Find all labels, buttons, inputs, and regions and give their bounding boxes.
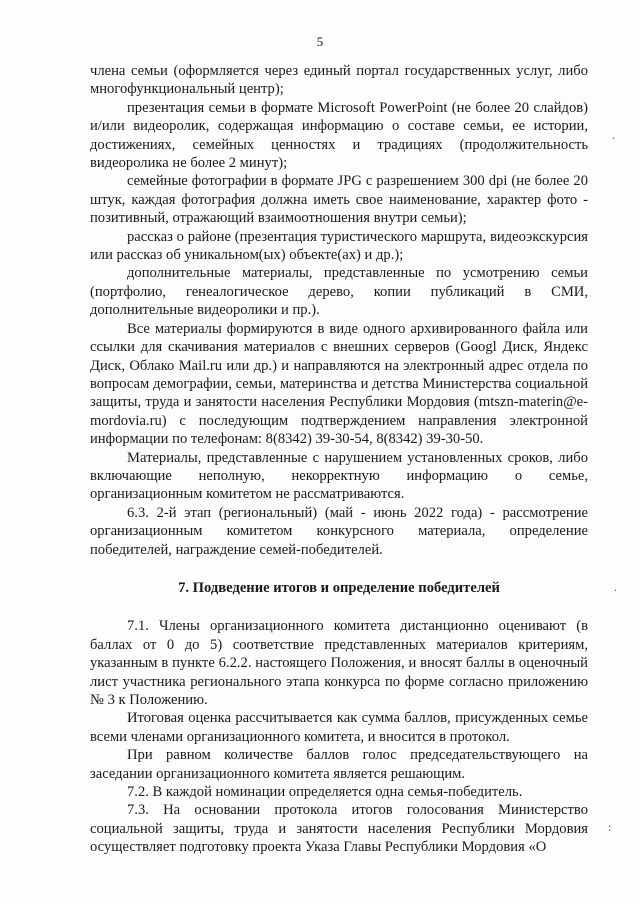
- paragraph: 7.3. На основании протокола итогов голосования Министерство социальной защиты, труда и занятости населения Республики Мордовия осуществляет подготовку проекта Указа Главы Республики Мордовия «О: [90, 802, 588, 856]
- paragraph: Итоговая оценка рассчитывается как сумма баллов, присужденных семье всеми членами организационного комитета, и вносится в протокол.: [90, 710, 588, 745]
- paragraph: При равном количестве баллов голос председательствующего на заседании организационного комитета является решающим.: [90, 747, 588, 782]
- paragraph: члена семьи (оформляется через единый портал государственных услуг, либо многофункциональный центр);: [90, 63, 588, 98]
- page-number: 5: [316, 34, 324, 49]
- scan-speck: .: [614, 580, 617, 594]
- document-body: [90, 62, 588, 857]
- scan-speck: :: [608, 820, 612, 834]
- paragraph: семейные фотографии в формате JPG с разрешением 300 dpi (не более 20 штук, каждая фотография должна иметь свое наименование, характер фото - позитивный, отражающий взаимоотношения внутри семьи);: [90, 173, 588, 227]
- section-heading: 7. Подведение итогов и определение победителей: [178, 579, 500, 596]
- paragraph: рассказ о районе (презентация туристического маршрута, видеоэкскурсия или рассказ об уникальном(ых) объекте(ах) и др.);: [90, 228, 588, 264]
- paragraph: 7.1. Члены организационного комитета дистанционно оценивают (в баллах от 0 до 5) соответствие представленных материалов критериям, указанным в пункте 6.2.2. настоящего Положения, и вносят баллы в оценочный лист участника регионального этапа конкурса по форме согласно приложению № 3 к Положению.: [90, 618, 588, 708]
- scan-speck: .: [612, 128, 615, 142]
- paragraph: дополнительные материалы, представленные по усмотрению семьи (портфолио, генеалогическое дерево, копии публикаций в СМИ, дополнительные видеоролики и пр.).: [90, 265, 588, 319]
- paragraph: 7.2. В каждой номинации определяется одна семья-победитель.: [127, 784, 523, 801]
- paragraph: презентация семьи в формате Microsoft PowerPoint (не более 20 слайдов) и/или видеоролик, содержащая информацию о составе семьи, ее истории, достижениях, семейных ценностях и традициях (продолжительность видеоролика не более 2 минут);: [90, 99, 588, 172]
- paragraph: Материалы, представленные с нарушением установленных сроков, либо включающие неполную, некорректную информацию о семье, организационным комитетом не рассматриваются.: [90, 449, 588, 503]
- paragraph: Все материалы формируются в виде одного архивированного файла или ссылки для скачивания материалов с внешних серверов (Googl Диск, Яндекс Диск, Облако Mail.ru или др.) и направляются на электронный адрес отдела по вопросам демографии, семьи, материнства и детства Министерства социальной защиты, труда и занятости населения Республики Мордовия (mtszn-materin@e-mordovia.ru) с последующим подтверждением направления электронной информации по телефонам: 8(8342) 39-30-54, 8(8342) 39-30-50.: [90, 320, 588, 448]
- paragraph: 6.3. 2-й этап (региональный) (май - июнь 2022 года) - рассмотрение организационным комитетом конкурсного материала, определение победителей, награждение семей-победителей.: [90, 504, 588, 558]
